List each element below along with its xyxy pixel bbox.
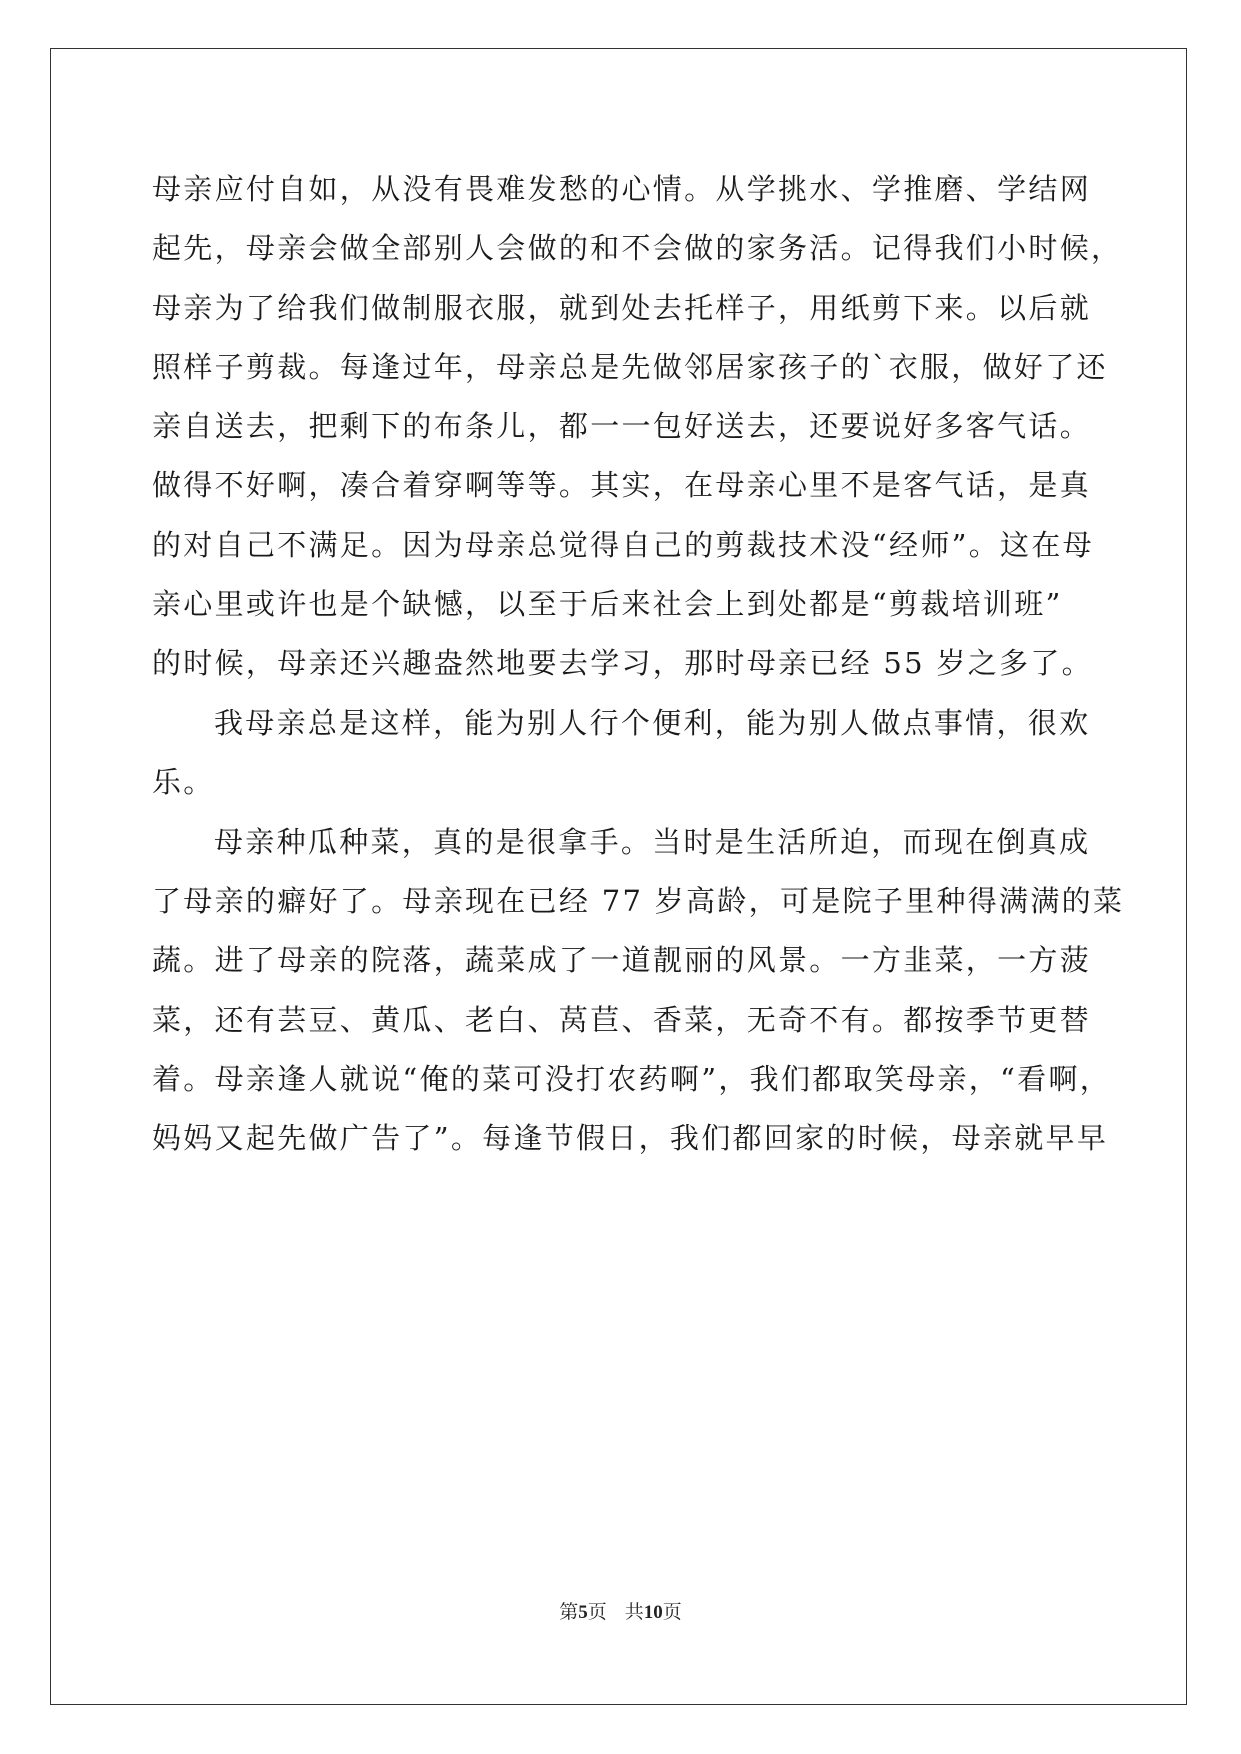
footer-total-prefix: 共	[624, 1601, 644, 1623]
paragraph-line: 的时候，母亲还兴趣盎然地要去学习，那时母亲已经 55 岁之多了。	[152, 646, 1093, 680]
paragraph-line: 我母亲总是这样，能为别人行个便利，能为别人做点事情，很欢	[214, 706, 1091, 740]
paragraph-line: 乐。	[152, 765, 215, 799]
paragraph-line: 蔬。进了母亲的院落，蔬菜成了一道靓丽的风景。一方韭菜，一方菠	[152, 943, 1092, 977]
paragraph-line: 妈妈又起先做广告了”。每逢节假日，我们都回家的时候，母亲就早早	[152, 1121, 1109, 1155]
footer-page-suffix: 页	[587, 1601, 607, 1623]
paragraph-line: 的对自己不满足。因为母亲总觉得自己的剪裁技术没“经师”。这在母	[152, 528, 1094, 562]
paragraph-line: 母亲种瓜种菜，真的是很拿手。当时是生活所迫，而现在倒真成	[214, 825, 1091, 859]
paragraph-line: 了母亲的癖好了。母亲现在已经 77 岁高龄，可是院子里种得满满的菜	[152, 884, 1125, 918]
footer-total-pages: 10	[643, 1602, 663, 1623]
paragraph-line: 母亲应付自如，从没有畏难发愁的心情。从学挑水、学推磨、学结网	[152, 172, 1092, 206]
paragraph-line: 母亲为了给我们做制服衣服，就到处去托样子，用纸剪下来。以后就	[152, 291, 1092, 325]
paragraph-line: 起先，母亲会做全部别人会做的和不会做的家务活。记得我们小时候，	[152, 231, 1123, 265]
paragraph-line: 菜，还有芸豆、黄瓜、老白、莴苣、香菜，无奇不有。都按季节更替	[152, 1003, 1092, 1037]
footer-total-suffix: 页	[662, 1601, 682, 1623]
paragraph-line: 做得不好啊，凑合着穿啊等等。其实，在母亲心里不是客气话，是真	[152, 468, 1092, 502]
paragraph-line: 着。母亲逢人就说“俺的菜可没打农药啊”，我们都取笑母亲，“看啊，	[152, 1062, 1112, 1096]
page-footer	[0, 1600, 1241, 1625]
paragraph-line: 亲心里或许也是个缺憾，以至于后来社会上到处都是“剪裁培训班”	[152, 587, 1063, 621]
footer-prefix: 第	[559, 1601, 579, 1623]
paragraph-line: 亲自送去，把剩下的布条儿，都一一包好送去，还要说好多客气话。	[152, 409, 1092, 443]
paragraph-line: 照样子剪裁。每逢过年，母亲总是先做邻居家孩子的`衣服，做好了还	[152, 350, 1108, 384]
footer-page-number: 5	[578, 1602, 588, 1623]
